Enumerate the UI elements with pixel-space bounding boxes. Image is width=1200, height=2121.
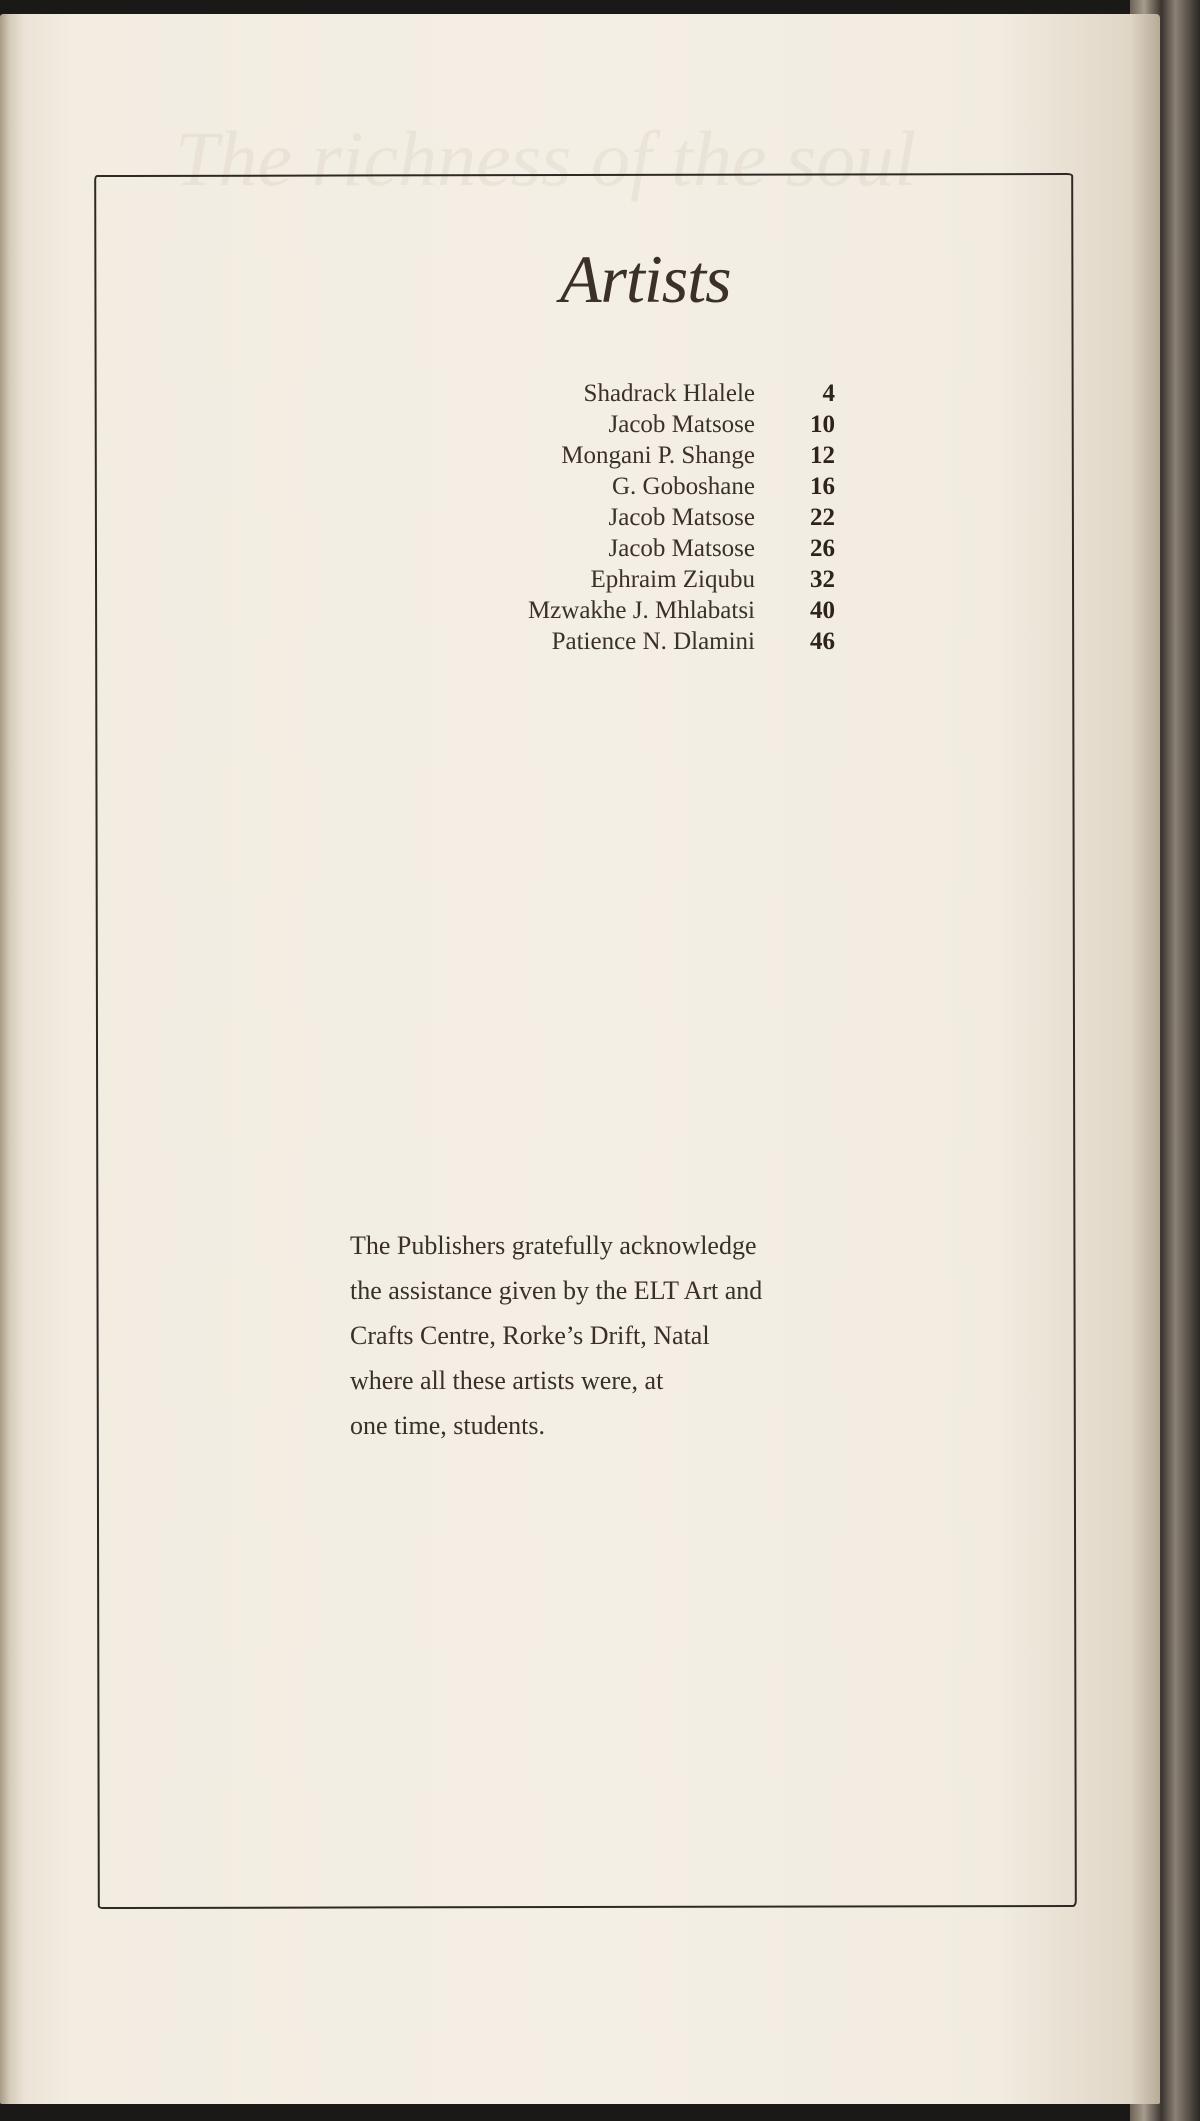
acknowledgement-line: where all these artists were, at [350,1366,664,1395]
artist-name: Jacob Matsose [608,535,755,562]
artist-row [380,597,835,628]
acknowledgement-line: the assistance given by the ELT Art and [350,1276,763,1305]
artist-row [380,442,835,473]
artist-row [380,473,835,504]
acknowledgement-line: The Publishers gratefully acknowledge [350,1231,757,1260]
artist-page-number: 22 [810,504,835,531]
artist-row [380,504,835,535]
show-through-title: The richness of the soul [175,115,916,202]
artist-name: Ephraim Ziqubu [590,566,755,593]
page-title: Artists [560,241,731,317]
artist-page-number: 16 [810,473,835,500]
artist-row [380,628,835,659]
artist-row [380,535,835,566]
artist-page-number: 46 [810,628,835,655]
artist-name: Patience N. Dlamini [551,628,755,655]
artist-page-number: 40 [810,597,835,624]
artist-page-number: 12 [810,442,835,469]
artist-name: Jacob Matsose [608,504,755,531]
artist-page-number: 10 [810,411,835,438]
artist-page-number: 26 [810,535,835,562]
artist-name: Shadrack Hlalele [583,380,755,407]
artist-name: Mzwakhe J. Mhlabatsi [527,597,755,624]
artist-list [380,380,835,659]
acknowledgement-line: one time, students. [350,1411,545,1440]
artist-page-number: 4 [822,380,835,407]
artist-row [380,380,835,411]
artist-name: Mongani P. Shange [561,442,755,469]
artist-name: Jacob Matsose [608,411,755,438]
acknowledgement-line: Crafts Centre, Rorke’s Drift, Natal [350,1321,710,1350]
acknowledgement [350,1223,950,1448]
artist-row [380,411,835,442]
artist-page-number: 32 [810,566,835,593]
artist-row [380,566,835,597]
artist-name: G. Goboshane [611,473,755,500]
